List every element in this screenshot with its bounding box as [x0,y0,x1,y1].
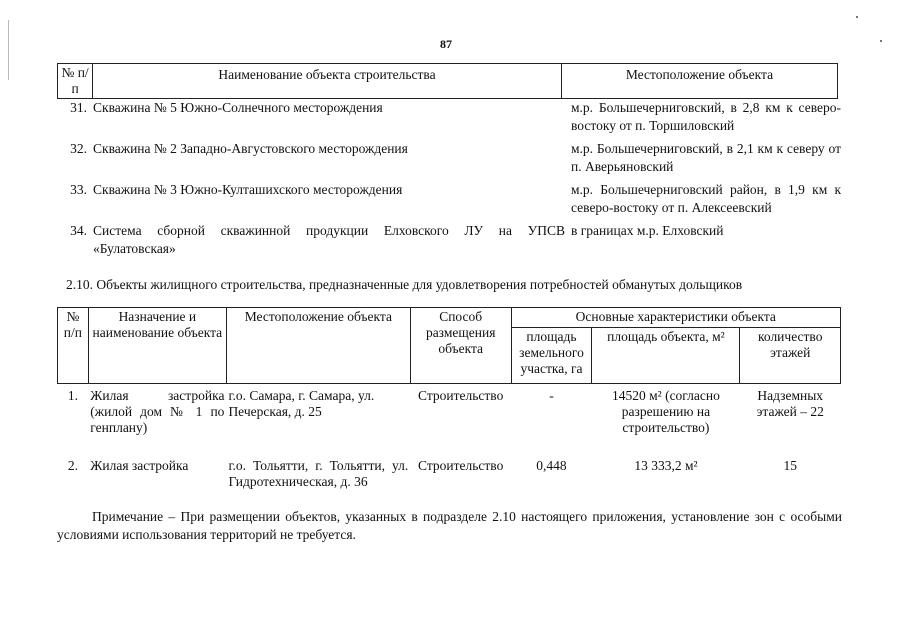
object-name: Скважина № 3 Южно-Култашихского месторождения [93,182,403,197]
table-row [57,222,841,258]
table1-header [57,63,838,99]
object-area: 13 333,2 м² [634,457,698,473]
placement-method: Строительство [418,457,504,473]
table-row [57,99,841,135]
table2-header-location: Местоположение объекта [226,308,410,384]
floors: 15 [783,457,797,473]
table2-header-object-area [592,328,740,384]
table1-header-num: № п/п [58,64,93,99]
object-location: в границах м.р. Елховский [571,223,724,238]
table2 [57,307,841,497]
table1-header-name: Наименование объекта строительства [93,64,562,99]
table-row [57,140,841,176]
footnote: Примечание – При размещении объектов, указанных в подразделе 2.10 настоящего приложения, установление зон с особыми условиями использования территорий не требуется. [57,509,842,542]
object-location: м.р. Большечерниговский, в 2,8 км к северо-востоку от п. Торшиловский [571,100,841,133]
land-area: - [549,388,554,403]
object-purpose: Жилая застройка [90,457,189,473]
row-number: 34. [70,223,87,238]
table2-header-main: Основные характеристики объекта [511,308,840,328]
table2-header-purpose: Назначение и наименование объекта [88,308,226,384]
page-number: 87 [440,37,452,51]
section-title: 2.10. Объекты жилищного строительства, предназначенные для удовлетворения потребностей обманутых дольщиков [66,277,743,292]
scan-speck [880,40,882,42]
table-row [58,384,841,457]
object-location: г.о. Тольятти, г. Тольятти, ул. Гидротехническая, д. 36 [228,457,409,489]
object-name: Система сборной скважинной продукции Елховского ЛУ на УПСВ «Булатовская» [93,223,565,256]
object-location: м.р. Большечерниговский район, в 1,9 км к северо-востоку от п. Алексеевский [571,182,841,215]
row-number: 1. [67,388,78,403]
placement-method: Строительство [418,388,504,403]
object-location: м.р. Большечерниговский, в 2,1 км к северу от п. Аверьяновский [571,141,841,174]
object-purpose: Жилая застройка (жилой дом № 1 по генплану) [90,388,225,435]
object-location: г.о. Самара, г. Самара, ул. Печерская, д. 25 [228,388,375,419]
object-name: Скважина № 5 Южно-Солнечного месторождения [93,100,383,115]
row-number: 2. [67,457,78,473]
object-area: 14520 м² (согласно разрешению на строительство) [611,388,720,435]
table1-header-location: Местоположение объекта [561,64,837,99]
table2-header-land-area: площадь земельного участка, га [511,328,592,384]
object-name: Скважина № 2 Западно-Августовского месторождения [93,141,408,156]
table2-header-floors: количество этажей [740,328,841,384]
row-number: 32. [70,141,87,156]
scan-edge [8,20,9,80]
table-row [58,457,841,497]
table-row [57,181,841,217]
table2-header-num: № п/п [58,308,89,384]
table2-header-method: Способ размещения объекта [410,308,511,384]
row-number: 33. [70,182,87,197]
floors: Надземных этажей – 22 [756,388,824,419]
scan-speck [856,16,858,18]
row-number: 31. [70,100,87,115]
land-area: 0,448 [536,457,567,473]
object-area-label: площадь объекта, м² [607,329,725,344]
